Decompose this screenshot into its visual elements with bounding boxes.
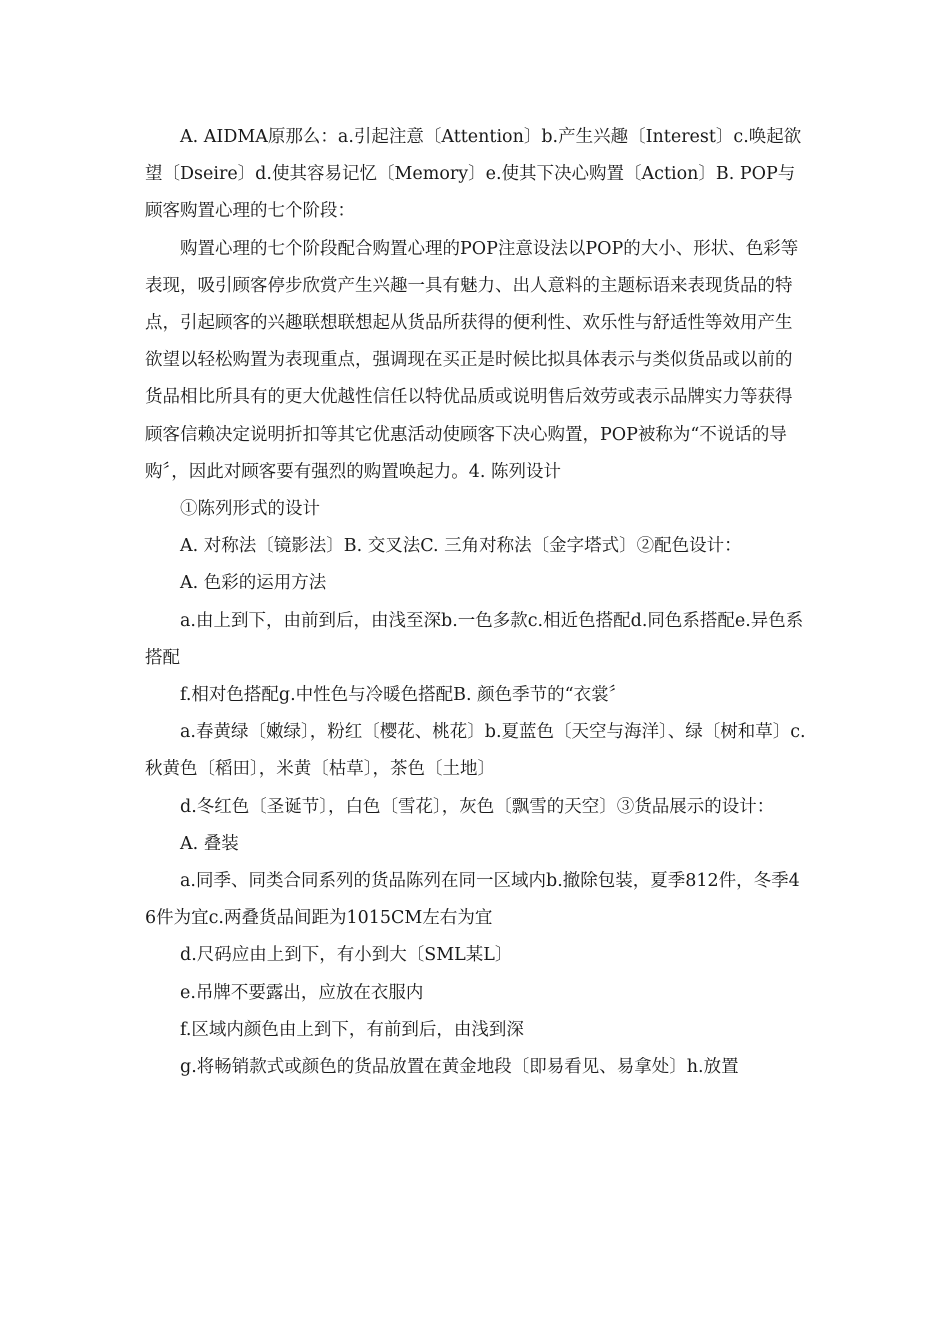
paragraph-color-matching: f.相对色搭配g.中性色与冷暖色搭配B. 颜色季节的“衣裳〞 <box>180 685 627 706</box>
paragraph-purchase-psychology: 购置心理的七个阶段配合购置心理的POP注意设法以POP的大小、形状、色彩等表现，吸引顾客停步欣赏产生兴趣一具有魅力、出人意料的主题标语来表现货品的特点，引起顾客的兴趣联想联想起从货品所获得的便利性、欢乐性与舒适性等效用产生欲望以轻松购置为表现重点，强调现在买正是时候比拟具体表示与类似货品或以前的货品相比所具有的更大优越性信任以特优品质或说明售后效劳或表示品牌实力等获得顾客信赖决定说明折扣等其它优惠活动使顾客下决心购置，POP被称为“不说话的导购〞，因此对顾客要有强烈的购置唤起力。4. 陈列设计 <box>145 238 799 482</box>
paragraph-color-usage-list: a.由上到下，由前到后，由浅至深b.一色多款c.相近色搭配d.同色系搭配e.异色系搭配 <box>145 610 804 668</box>
paragraph-tag-rule: e.吊牌不要露出，应放在衣服内 <box>180 982 424 1003</box>
paragraph-folding-rules: a.同季、同类合同系列的货品陈列在同一区域内b.撤除包装，夏季812件，冬季46件为宜c.两叠货品间距为1015CM左右为宜 <box>145 871 800 929</box>
paragraph-aidma-principles: A. AIDMA原那么：a.引起注意〔Attention〕b.产生兴趣〔Interest〕c.唤起欲望〔Dseire〕d.使其容易记忆〔Memory〕e.使其下决心购置〔Action〕B. POP与顾客购置心理的七个阶段： <box>145 127 802 222</box>
paragraph-display-methods: A. 对称法〔镜影法〕B. 交叉法C. 三角对称法〔金字塔式〕②配色设计： <box>180 536 742 557</box>
paragraph-display-form-heading: ①陈列形式的设计 <box>180 499 320 520</box>
paragraph-color-usage-heading: A. 色彩的运用方法 <box>180 573 327 594</box>
paragraph-size-order: d.尺码应由上到下，有小到大〔SML某L〕 <box>180 945 513 966</box>
paragraph-bestseller-placement: g.将畅销款式或颜色的货品放置在黄金地段〔即易看见、易拿处〕h.放置 <box>180 1057 739 1078</box>
paragraph-season-colors: a.春黄绿〔嫩绿〕，粉红〔樱花、桃花〕b.夏蓝色〔天空与海洋〕、绿〔树和草〕c.秋黄色〔稻田〕，米黄〔枯草〕，茶色〔土地〕 <box>145 722 806 780</box>
paragraph-winter-colors: d.冬红色〔圣诞节〕，白色〔雪花〕，灰色〔飘雪的天空〕③货品展示的设计： <box>180 796 775 817</box>
document-body <box>145 119 809 1086</box>
paragraph-folding-heading: A. 叠装 <box>180 833 239 854</box>
paragraph-color-order: f.区域内颜色由上到下，有前到后，由浅到深 <box>180 1019 524 1040</box>
